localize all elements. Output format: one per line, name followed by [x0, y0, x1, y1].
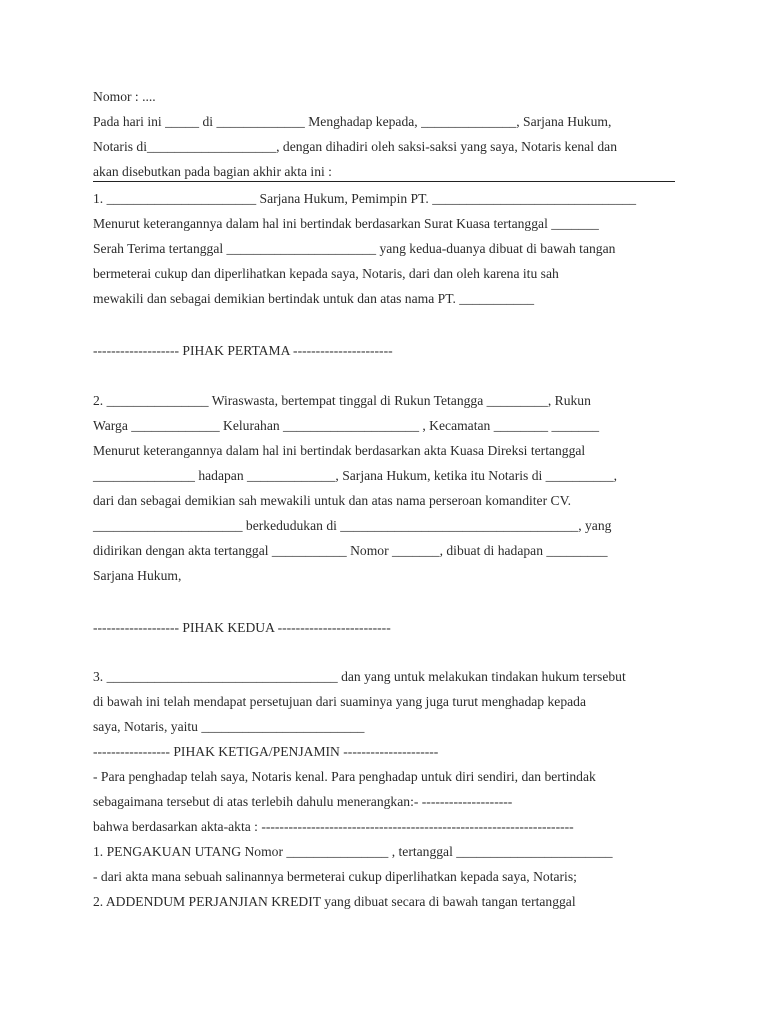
document-line: akan disebutkan pada bagian akhir akta ini : — [93, 164, 332, 179]
document-line: Serah Terima tertanggal ______________________ yang kedua-duanya dibuat di bawah tangan — [93, 241, 616, 256]
document-line: sebagaimana tersebut di atas terlebih dahulu menerangkan:- -------------------- — [93, 794, 513, 809]
section-heading-pihak-kedua: ------------------- PIHAK KEDUA ------------------------- — [93, 620, 391, 635]
document-line: dari dan sebagai demikian sah mewakili untuk dan atas nama perseroan komanditer CV. — [93, 493, 572, 508]
document-line: Menurut keterangannya dalam hal ini bertindak berdasarkan akta Kuasa Direksi tertanggal — [93, 443, 586, 458]
document-line: - Para penghadap telah saya, Notaris kenal. Para penghadap untuk diri sendiri, dan bertindak — [93, 769, 596, 784]
document-line: - dari akta mana sebuah salinannya bermeterai cukup diperlihatkan kepada saya, Notaris; — [93, 869, 577, 884]
document-line: di bawah ini telah mendapat persetujuan dari suaminya yang juga turut menghadap kepada — [93, 694, 586, 709]
document-line: Pada hari ini _____ di _____________ Menghadap kepada, ______________, Sarjana Hukum, — [93, 114, 612, 129]
document-line: mewakili dan sebagai demikian bertindak untuk dan atas nama PT. ___________ — [93, 291, 535, 306]
document-line: 2. ADDENDUM PERJANJIAN KREDIT yang dibuat secara di bawah tangan tertanggal — [93, 894, 576, 909]
document-line: Warga _____________ Kelurahan ____________________ , Kecamatan ________ _______ — [93, 418, 600, 433]
document-line: bermeterai cukup dan diperlihatkan kepada saya, Notaris, dari dan oleh karena itu sah — [93, 266, 559, 281]
document-line: _______________ hadapan _____________, Sarjana Hukum, ketika itu Notaris di __________, — [93, 468, 618, 483]
document-line: 1. ______________________ Sarjana Hukum, Pemimpin PT. ______________________________ — [93, 191, 637, 206]
document-line: saya, Notaris, yaitu ________________________ — [93, 719, 365, 734]
horizontal-rule — [93, 181, 675, 182]
document-line: Sarjana Hukum, — [93, 568, 182, 583]
document-line: bahwa berdasarkan akta-akta : --------------------------------------------------------------------- — [93, 819, 574, 834]
section-heading-pihak-ketiga: ----------------- PIHAK KETIGA/PENJAMIN --------------------- — [93, 744, 439, 759]
document-line: 1. PENGAKUAN UTANG Nomor _______________ , tertanggal _______________________ — [93, 844, 613, 859]
document-line: 2. _______________ Wiraswasta, bertempat tinggal di Rukun Tetangga _________, Rukun — [93, 393, 591, 408]
document-line-nomor: Nomor : .... — [93, 89, 156, 104]
document-line: didirikan dengan akta tertanggal ___________ Nomor _______, dibuat di hadapan _________ — [93, 543, 608, 558]
document-line: Notaris di___________________, dengan dihadiri oleh saksi-saksi yang saya, Notaris kenal dan — [93, 139, 618, 154]
document-line: 3. __________________________________ dan yang untuk melakukan tindakan hukum tersebut — [93, 669, 626, 684]
document-line: ______________________ berkedudukan di ___________________________________, yang — [93, 518, 612, 533]
document-line: Menurut keterangannya dalam hal ini bertindak berdasarkan Surat Kuasa tertanggal _______ — [93, 216, 599, 231]
section-heading-pihak-pertama: ------------------- PIHAK PERTAMA ---------------------- — [93, 343, 393, 358]
